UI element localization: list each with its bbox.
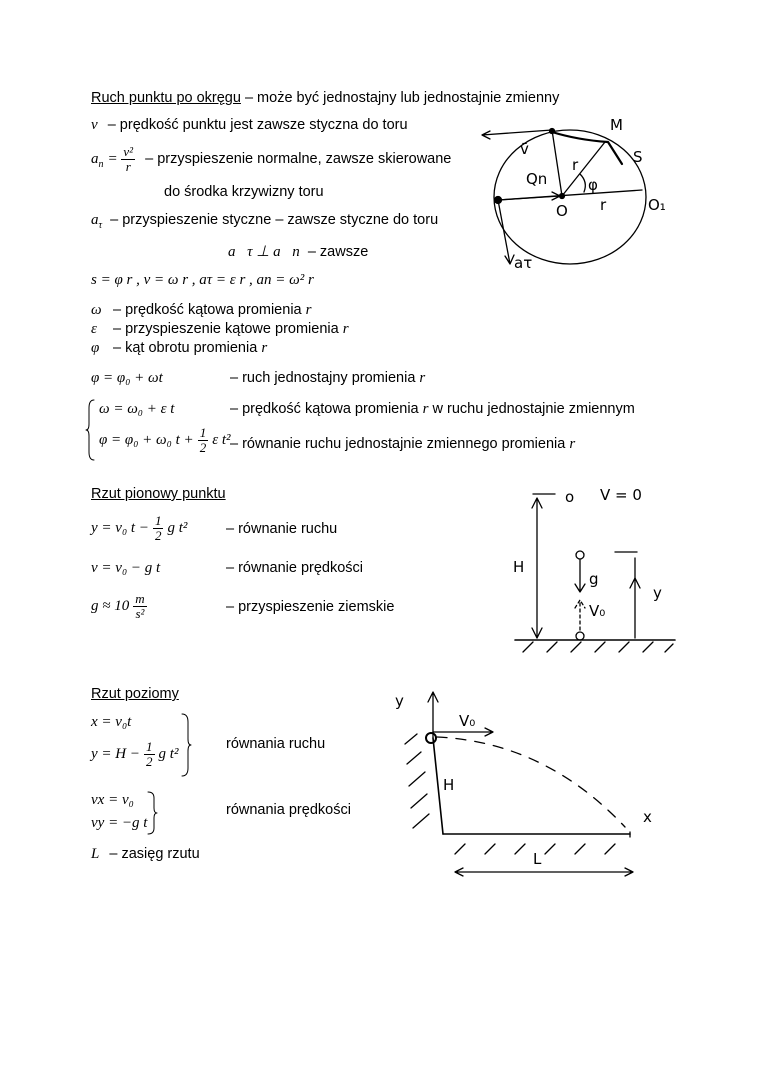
circular-motion-sketch	[470, 112, 680, 282]
horizontal-vx-equation: vx = v₀	[91, 792, 134, 808]
angular-velocity-description: – prędkość kątowa promienia	[230, 401, 419, 417]
horizontal-vy-equation: vy = −g t	[91, 815, 148, 831]
gravity-eq-a: g ≈ 10	[91, 597, 130, 614]
motion-equations-brace	[180, 712, 192, 778]
label-y: y	[653, 584, 662, 602]
epsilon-r: r	[342, 321, 349, 337]
angle-equation-a: φ = φ₀ + ω₀ t +	[99, 431, 194, 448]
vertical-motion-description: – równanie ruchu	[226, 521, 338, 537]
vertical-eq-den: 2	[154, 527, 162, 543]
label-O: O	[556, 202, 568, 220]
perp-expression: a⃗τ ⊥ a⃗n	[228, 244, 300, 260]
label-H: H	[443, 776, 455, 794]
angle-equation-b: ε t²	[212, 431, 231, 448]
angular-velocity-r: r	[422, 401, 429, 417]
angular-velocity-equation: ω = ω₀ + ε t	[99, 401, 175, 417]
at-description: – przyspieszenie styczne – zawsze styczne do toru	[110, 212, 439, 228]
label-S: S	[633, 148, 643, 166]
label-Qn: Qn	[526, 170, 548, 188]
at-subscript: τ	[98, 219, 103, 231]
vertical-eq-num: 1	[154, 513, 162, 528]
omega-symbol: ω	[91, 302, 102, 318]
perp-description: – zawsze	[307, 244, 369, 260]
gravity-eq-num: m	[135, 591, 145, 606]
velocity-line	[91, 117, 408, 134]
label-o: o	[565, 488, 575, 506]
system-brace-left	[86, 398, 96, 462]
section-vertical-title: Rzut pionowy punktu	[91, 486, 226, 502]
section-horizontal-title: Rzut poziomy	[91, 686, 179, 702]
uniform-motion-description-line	[230, 370, 425, 387]
vertical-velocity-description: – równanie prędkości	[226, 560, 364, 576]
phi-symbol: φ	[91, 340, 100, 356]
vertical-eq-b: g t²	[167, 519, 188, 536]
an-subscript: n	[98, 158, 104, 170]
omega-r: r	[305, 302, 312, 318]
vertical-velocity-equation: v = v₀ − g t	[91, 560, 161, 576]
label-y-axis: y	[395, 692, 404, 710]
range-description: – zasięg rzutu	[109, 846, 200, 862]
label-x-axis: x	[643, 808, 652, 826]
perpendicular-line	[228, 242, 368, 261]
angular-velocity-description-line	[230, 401, 635, 418]
range-definition	[91, 846, 200, 863]
an-description-2: do środka krzywizny toru	[164, 184, 324, 200]
angle-equation-description-line	[230, 436, 575, 453]
section-circular-title-line	[91, 90, 559, 106]
vertical-eq-a: y = v₀ t −	[91, 519, 149, 536]
epsilon-symbol: ε	[91, 321, 97, 337]
phi-description: – kąt obrotu promienia	[113, 340, 258, 356]
horizontal-x-equation: x = v₀t	[91, 714, 132, 730]
an-symbol: a	[91, 150, 99, 167]
section-circular-title: Ruch punktu po okręgu	[91, 90, 241, 106]
normal-acceleration-line: $a_n$ = $\frac{\text{v²}}{r}$ – przyspieszenie normalne, zawsze skierowane	[91, 144, 452, 174]
at-symbol: a	[91, 212, 99, 228]
horizontal-y-fraction	[144, 740, 155, 768]
vertical-throw-sketch	[505, 480, 685, 660]
label-H: H	[513, 558, 525, 576]
vertical-eq-fraction	[153, 514, 164, 542]
label-O1: O₁	[648, 196, 666, 214]
range-symbol: L	[91, 846, 100, 862]
uniform-motion-equation: φ = φ₀ + ωt	[91, 370, 163, 386]
label-v0-zero: V = 0	[600, 486, 642, 504]
an-denominator: r	[125, 158, 131, 174]
label-M: M	[610, 116, 623, 134]
phi-r: r	[261, 340, 268, 356]
angle-equation-description: – równanie ruchu jednostajnie zmiennego promienia	[230, 436, 566, 452]
angle-equation-den: 2	[199, 439, 207, 455]
an-fraction	[121, 145, 135, 173]
epsilon-description: – przyspieszenie kątowe promienia	[113, 321, 339, 337]
label-g: g	[589, 570, 599, 588]
velocity-equations-description: równania prędkości	[226, 802, 351, 818]
label-at: aτ	[514, 254, 533, 272]
omega-definition	[91, 302, 311, 319]
uniform-motion-r: r	[419, 370, 426, 386]
angular-velocity-description-2: w ruchu jednostajnie zmiennym	[432, 401, 635, 417]
angle-equation-fraction	[198, 426, 209, 454]
an-description-1: – przyspieszenie normalne, zawsze skierowane	[145, 150, 452, 167]
label-V0: V₀	[459, 712, 476, 730]
velocity-symbol: v	[91, 117, 98, 133]
label-r2: r	[600, 196, 607, 214]
angle-equation	[99, 426, 231, 454]
label-v: v̄	[520, 140, 529, 158]
section-circular-subtitle: – może być jednostajny lub jednostajnie zmienny	[244, 90, 560, 106]
gravity-equation	[91, 592, 147, 620]
velocity-description: – prędkość punktu jest zawsze styczna do toru	[107, 117, 408, 133]
motion-equations-description: równania ruchu	[226, 736, 326, 752]
angle-equation-num: 1	[199, 425, 207, 440]
omega-description: – prędkość kątowa promienia	[113, 302, 302, 318]
epsilon-definition	[91, 321, 349, 338]
gravity-description: – przyspieszenie ziemskie	[226, 599, 395, 615]
horizontal-y-num: 1	[146, 739, 153, 754]
gravity-eq-fraction	[133, 592, 146, 620]
tangential-acceleration-line	[91, 212, 438, 231]
label-r1: r	[572, 156, 579, 174]
angle-equation-r: r	[569, 436, 576, 452]
horizontal-y-b: g t²	[158, 745, 179, 762]
an-numerator: v²	[123, 144, 134, 159]
uniform-motion-description: – ruch jednostajny promienia	[230, 370, 416, 386]
label-L: L	[533, 850, 542, 868]
horizontal-y-a: y = H −	[91, 745, 140, 762]
horizontal-y-equation	[91, 740, 178, 768]
relations-formula: s = φ r , v = ω r , aτ = ε r , an = ω² r	[91, 272, 314, 288]
label-phi: φ	[588, 176, 598, 194]
horizontal-throw-sketch	[385, 682, 685, 882]
horizontal-y-den: 2	[146, 753, 153, 769]
velocity-equations-brace	[146, 790, 158, 836]
vertical-motion-equation	[91, 514, 187, 542]
label-V0: V₀	[589, 602, 606, 620]
gravity-eq-den: s²	[135, 605, 145, 621]
phi-definition	[91, 340, 267, 357]
